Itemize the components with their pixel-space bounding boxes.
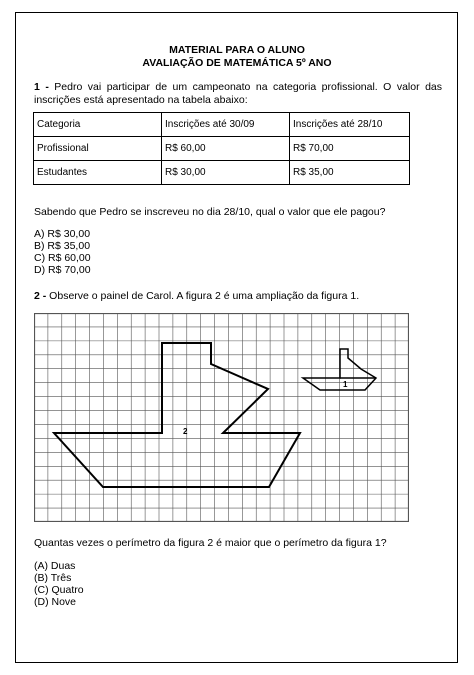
grid-lines xyxy=(34,313,409,522)
question-1-option-d: D) R$ 70,00 xyxy=(34,264,91,276)
figure-1-label: 1 xyxy=(343,380,348,389)
table-cell: R$ 70,00 xyxy=(290,137,410,161)
table-cell: R$ 35,00 xyxy=(290,161,410,185)
price-table xyxy=(33,112,410,185)
question-2-number: 2 - xyxy=(34,290,47,302)
question-1-option-c: C) R$ 60,00 xyxy=(34,252,91,264)
table-header-row xyxy=(34,113,410,137)
question-2-option-b: (B) Três xyxy=(34,572,72,584)
table-header-cell: Categoria xyxy=(34,113,162,137)
table-cell: Profissional xyxy=(34,137,162,161)
question-1-number: 1 - xyxy=(34,81,49,93)
question-1-statement xyxy=(34,81,442,107)
figure-grid xyxy=(34,313,409,522)
question-1-option-a: A) R$ 30,00 xyxy=(34,228,91,240)
table-header-cell: Inscrições até 28/10 xyxy=(290,113,410,137)
table-cell: R$ 30,00 xyxy=(162,161,290,185)
question-2-option-a: (A) Duas xyxy=(34,560,76,572)
question-2-prompt: Quantas vezes o perímetro da figura 2 é maior que o perímetro da figura 1? xyxy=(34,537,387,549)
question-1-prompt: Sabendo que Pedro se inscreveu no dia 28/10, qual o valor que ele pagou? xyxy=(34,206,386,218)
question-2-option-d: (D) Nove xyxy=(34,596,77,608)
table-cell: R$ 60,00 xyxy=(162,137,290,161)
table-row xyxy=(34,161,410,185)
figure-2-label: 2 xyxy=(183,427,188,436)
question-1-text: Pedro vai participar de um campeonato na categoria profissional. O valor das inscrições está apresentado na tabela abaixo: xyxy=(34,81,442,106)
header-subtitle: AVALIAÇÃO DE MATEMÁTICA 5º ANO xyxy=(142,57,332,69)
table-cell: Estudantes xyxy=(34,161,162,185)
header-title: MATERIAL PARA O ALUNO xyxy=(169,44,305,56)
question-2-statement xyxy=(34,290,359,303)
table-row xyxy=(34,137,410,161)
question-2-text: Observe o painel de Carol. A figura 2 é uma ampliação da figura 1. xyxy=(46,290,360,302)
figure-2-boat xyxy=(54,343,300,487)
question-2-option-c: (C) Quatro xyxy=(34,584,84,596)
table-header-cell: Inscrições até 30/09 xyxy=(162,113,290,137)
question-1-option-b: B) R$ 35,00 xyxy=(34,240,91,252)
